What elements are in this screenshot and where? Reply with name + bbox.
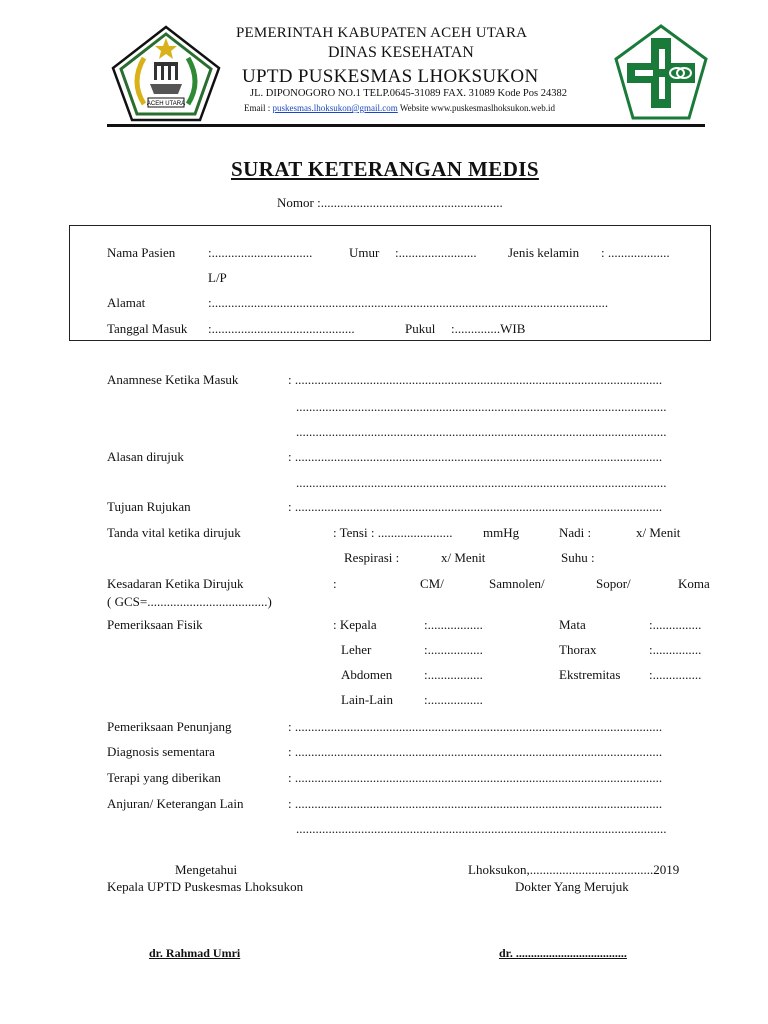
admission-date-field[interactable]: :............................................ [208,321,355,336]
patient-address-label: Alamat [107,295,146,310]
aceh-utara-emblem-logo [110,24,222,122]
header-department: DINAS KESEHATAN [328,44,474,61]
admission-time-field[interactable]: :..............WIB [451,321,526,336]
patient-gender-label: Jenis kelamin [508,245,580,260]
neck-label: Leher [341,642,372,657]
therapy-label: Terapi yang diberikan [107,770,221,785]
recommendation-line-1[interactable]: : ................................................................................................................. [288,796,663,811]
place-date-field[interactable]: Lhoksukon,......................................2019 [468,862,680,877]
patient-gender-options: L/P [208,270,227,285]
supporting-exam-label: Pemeriksaan Penunjang [107,719,232,734]
pulse-unit: x/ Menit [636,525,681,540]
anamnese-line-3[interactable]: .................................................................................................................. [296,424,667,439]
patient-gender-field[interactable]: : ................... [601,245,670,260]
header-government: PEMERINTAH KABUPATEN ACEH UTARA [236,25,528,41]
recommendation-line-2[interactable]: .................................................................................................................. [296,821,667,836]
gcs-field[interactable]: ( GCS=.....................................) [107,594,272,609]
website-text: Website www.puskesmaslhoksukon.web.id [397,103,556,113]
other-exam-label: Lain-Lain [341,692,393,707]
blood-pressure-field[interactable]: : Tensi : ....................... [333,525,453,540]
patient-name-field[interactable]: :............................... [208,245,313,260]
header-address: JL. DIPONOGORO NO.1 TELP.0645-31089 FAX. 31089 Kode Pos 24382 [250,88,567,99]
diagnosis-label: Diagnosis sementara [107,744,215,759]
consciousness-label: Kesadaran Ketika Dirujuk [107,576,244,591]
temperature-label: Suhu : [561,550,595,565]
consciousness-option-cm[interactable]: CM/ [420,576,444,591]
head-of-uptd-label: Kepala UPTD Puskesmas Lhoksukon [107,879,304,894]
supporting-exam-field[interactable]: : ................................................................................................................. [288,719,663,734]
eyes-label: Mata [559,617,586,632]
puskesmas-cross-logo [613,23,709,121]
pulse-label: Nadi : [559,525,592,540]
referring-doctor-label: Dokter Yang Merujuk [515,879,629,894]
physical-exam-label: Pemeriksaan Fisik [107,617,203,632]
email-label: Email : [244,103,273,113]
vital-signs-label: Tanda vital ketika dirujuk [107,525,241,540]
thorax-field[interactable]: :............... [649,642,702,657]
consciousness-option-koma[interactable]: Koma [678,576,710,591]
eyes-field[interactable]: :............... [649,617,702,632]
abdomen-label: Abdomen [341,667,393,682]
admission-date-label: Tanggal Masuk [107,321,188,336]
signatory-right-name[interactable]: dr. ..................................... [499,946,627,960]
anamnese-label: Anamnese Ketika Masuk [107,372,239,387]
respiration-unit: x/ Menit [441,550,486,565]
referral-destination-field[interactable]: : ................................................................................................................. [288,499,663,514]
header-contact [244,103,555,113]
consciousness-option-sopor[interactable]: Sopor/ [596,576,631,591]
anamnese-line-1[interactable]: : ................................................................................................................. [288,372,663,387]
other-exam-field[interactable]: :................. [424,692,483,707]
document-title: SURAT KETERANGAN MEDIS [231,157,539,181]
patient-address-field[interactable]: :.......................................................................................................................... [208,295,609,310]
recommendation-label: Anjuran/ Keterangan Lain [107,796,244,811]
blood-pressure-unit: mmHg [483,525,520,540]
acknowledged-label: Mengetahui [175,862,238,877]
emblem-banner-text: ACEH UTARA [146,101,186,107]
thorax-label: Thorax [559,642,597,657]
anamnese-line-2[interactable]: .................................................................................................................. [296,399,667,414]
email-link[interactable]: puskesmas.lhoksukon@gmail.com [272,103,398,113]
referral-destination-label: Tujuan Rujukan [107,499,191,514]
nomor-field[interactable]: Nomor :........................................................ [277,195,503,210]
header-institution: UPTD PUSKESMAS LHOKSUKON [242,66,539,87]
head-field[interactable]: :................. [424,617,483,632]
admission-time-label: Pukul [405,321,436,336]
patient-age-field[interactable]: :........................ [395,245,477,260]
referral-reason-label: Alasan dirujuk [107,449,184,464]
patient-age-label: Umur [349,245,380,260]
referral-reason-line-2[interactable]: .................................................................................................................. [296,475,667,490]
abdomen-field[interactable]: :................. [424,667,483,682]
extremities-field[interactable]: :............... [649,667,702,682]
header-rule [107,124,705,127]
extremities-label: Ekstremitas [559,667,621,682]
head-label: : Kepala [333,617,377,632]
referral-reason-line-1[interactable]: : ................................................................................................................. [288,449,663,464]
neck-field[interactable]: :................. [424,642,483,657]
therapy-field[interactable]: : ................................................................................................................. [288,770,663,785]
patient-name-label: Nama Pasien [107,245,176,260]
consciousness-option-samnolen[interactable]: Samnolen/ [489,576,545,591]
respiration-label: Respirasi : [344,550,400,565]
consciousness-colon: : [333,576,337,591]
diagnosis-field[interactable]: : ................................................................................................................. [288,744,663,759]
signatory-left-name: dr. Rahmad Umri [149,946,241,960]
